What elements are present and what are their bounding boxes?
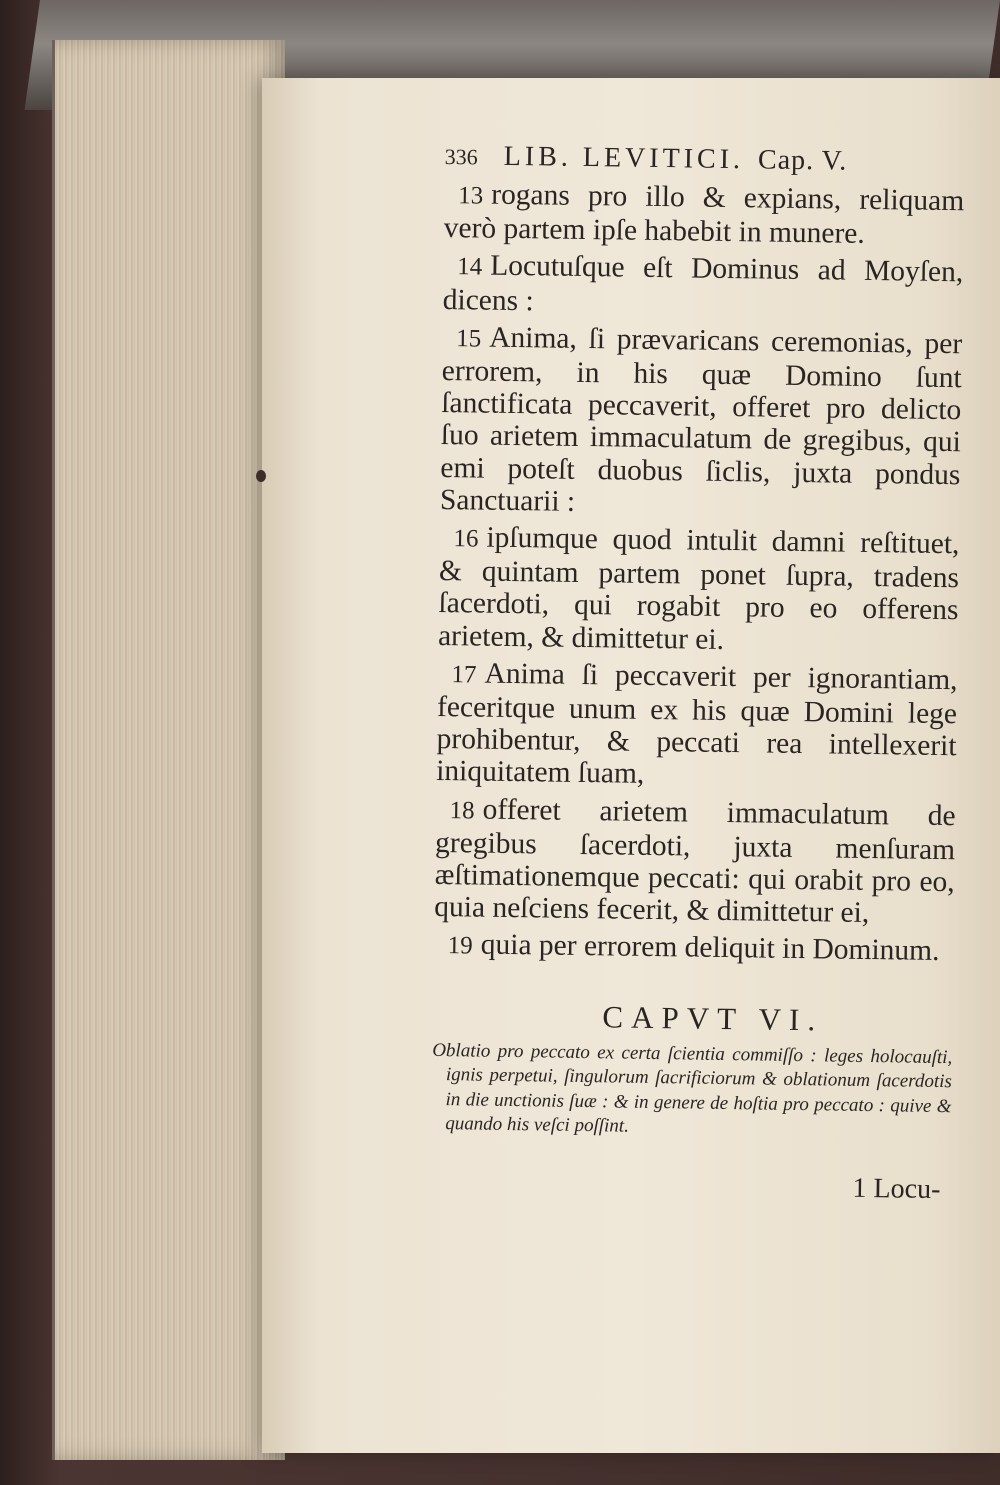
verse-number: 16: [453, 525, 479, 553]
verse-13: [444, 178, 965, 252]
verse-number: 13: [458, 182, 484, 210]
catchword: 1 Locu-: [852, 1172, 941, 1205]
running-header: [445, 140, 965, 179]
book-title: LIB. LEVITICI.: [503, 140, 745, 176]
page-number: 336: [444, 143, 478, 170]
verse-number: 19: [447, 932, 473, 960]
verse-text: Anima, ſi prævaricans ceremonias, per errorem, in his quæ Domino ſunt ſanctificata peccaverit, offeret pro delicto ſuo arietem immaculatum de gregibus, qui emi poteſt duobus ſiclis, juxta pondus Sanctuarii :: [439, 321, 963, 518]
verse-number: 14: [457, 253, 483, 281]
ink-stain: [256, 470, 266, 482]
verse-number: 18: [449, 796, 475, 825]
verse-19: [434, 928, 954, 969]
page-text-block: [430, 140, 965, 1206]
verse-text: Anima ſi peccaverit per ignorantiam, feceritque unum ex his quæ Domini lege prohibentur, & peccati rea intellexerit iniquitatem ſuam,: [435, 657, 958, 791]
verse-18: [434, 793, 956, 931]
verse-number: 15: [456, 324, 482, 353]
verse-text: Locutuſque eſt Dominus ad Moyſen, dicens :: [442, 250, 964, 317]
verse-16: [438, 521, 960, 659]
verse-15: [440, 321, 963, 523]
verse-14: [443, 249, 964, 323]
verse-17: [436, 657, 958, 795]
page-stack-edges: [52, 40, 285, 1460]
verse-number: 17: [451, 660, 477, 689]
verse-text: ipſumque quod intulit damni reſtituet, & quintam partem ponet ſupra, tradens ſacerdoti, qui rogabit pro eo offerens arietem, & dimittetur ei.: [437, 521, 960, 656]
verse-text: rogans pro illo & expians, reliquam verò partem ipſe habebit in munere.: [443, 178, 965, 251]
chapter-heading: CAPVT VI.: [602, 998, 824, 1038]
chapter-label: Cap. V.: [757, 144, 848, 177]
verse-text: offeret arietem immaculatum de gregibus ſacerdoti, juxta menſuram æſtimationemque peccati: qui orabit pro eo, quia neſciens fecerit, & dimittetur ei,: [434, 793, 956, 930]
chapter-summary: Oblatio pro peccato ex certa ſcientia commiſſo : leges holocauſti, ignis perpetui, ſingulorum ſacrificiorum & oblationum ſacerdotis in die unctionis ſuæ : & in genere de hoſtia pro peccato : quive & quando his veſci poſſint.: [432, 1039, 953, 1137]
verse-text: quia per errorem deliquit in Dominum.: [480, 929, 940, 968]
